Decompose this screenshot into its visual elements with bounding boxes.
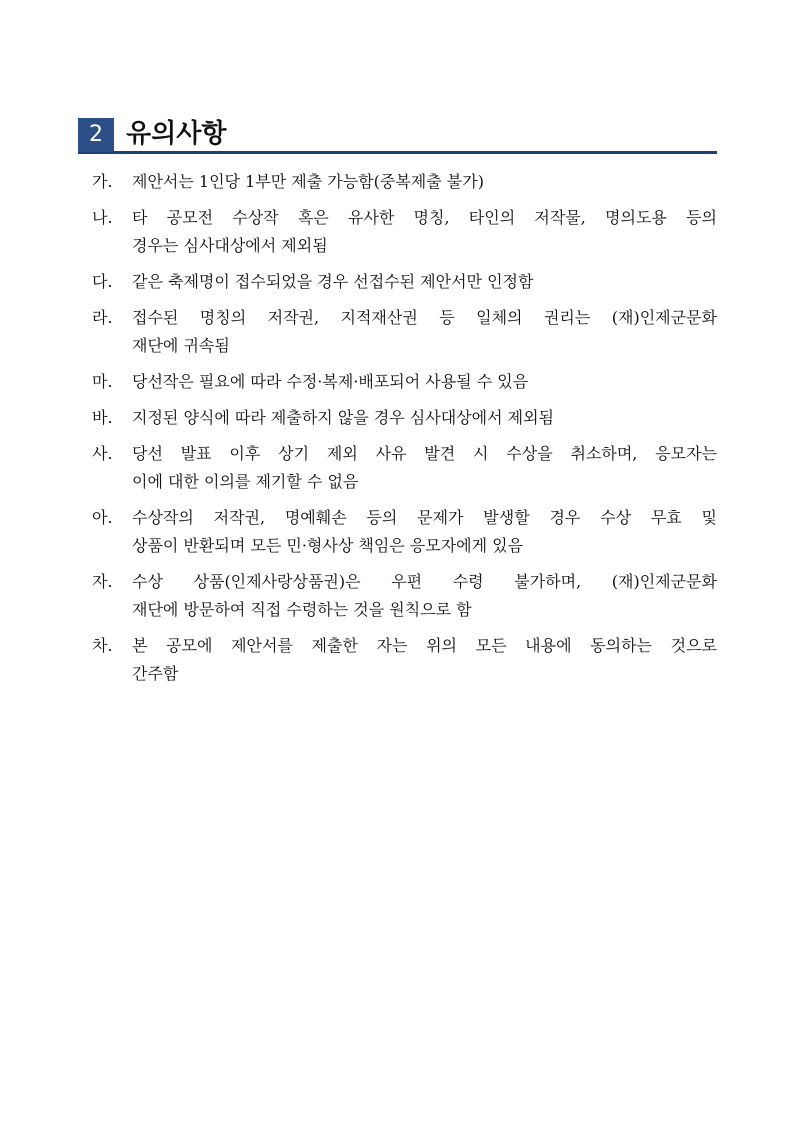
notice-item-marker: 라. xyxy=(92,308,113,327)
section-header xyxy=(78,116,717,154)
notice-item-marker: 사. xyxy=(92,444,113,463)
section-number-badge: 2 xyxy=(78,118,114,152)
notice-item xyxy=(92,440,717,496)
notice-item xyxy=(92,268,717,296)
notice-item-text xyxy=(132,204,717,260)
notice-item-marker: 차. xyxy=(92,636,113,655)
notice-item xyxy=(92,168,717,196)
notice-item xyxy=(92,368,717,396)
notice-item-line: 접수된 명칭의 저작권, 지적재산권 등 일체의 권리는 (재)인제군문화 xyxy=(132,308,717,327)
notice-item-marker: 아. xyxy=(92,508,113,527)
notice-item-line: 재단에 방문하여 직접 수령하는 것을 원칙으로 함 xyxy=(132,600,472,619)
notice-item-marker: 마. xyxy=(92,372,113,391)
notice-item-text xyxy=(132,304,717,360)
notice-item-text xyxy=(132,568,717,624)
notice-item-marker: 바. xyxy=(92,408,113,427)
notice-item-line: 간주함 xyxy=(132,664,179,683)
notice-item-marker: 다. xyxy=(92,272,113,291)
notice-item-text xyxy=(132,632,717,688)
notice-item-text xyxy=(132,504,717,560)
notice-item-line: 재단에 귀속됨 xyxy=(132,336,230,355)
notice-item xyxy=(92,204,717,260)
notice-item-line: 제안서는 1인당 1부만 제출 가능함(중복제출 불가) xyxy=(132,172,484,191)
notice-item-marker: 자. xyxy=(92,572,113,591)
notice-item-marker: 가. xyxy=(92,172,113,191)
notice-item-line: 타 공모전 수상작 혹은 유사한 명칭, 타인의 저작물, 명의도용 등의 xyxy=(132,208,717,227)
section-title: 유의사항 xyxy=(126,119,227,149)
notice-item xyxy=(92,504,717,560)
notice-item xyxy=(92,568,717,624)
notice-item-text xyxy=(132,268,717,296)
notice-item-marker: 나. xyxy=(92,208,113,227)
notice-item-text xyxy=(132,404,717,432)
notice-item xyxy=(92,632,717,688)
notice-item xyxy=(92,404,717,432)
notice-item-text xyxy=(132,168,717,196)
notice-item-line: 당선작은 필요에 따라 수정·복제·배포되어 사용될 수 있음 xyxy=(132,372,529,391)
notice-item-line: 경우는 심사대상에서 제외됨 xyxy=(132,236,328,255)
notice-item-line: 상품이 반환되며 모든 민·형사상 책임은 응모자에게 있음 xyxy=(132,536,524,555)
notice-item xyxy=(92,304,717,360)
notice-item-line: 수상작의 저작권, 명예훼손 등의 문제가 발생할 경우 수상 무효 및 xyxy=(132,508,717,527)
notice-item-text xyxy=(132,368,717,396)
notice-item-text xyxy=(132,440,717,496)
notice-item-line: 수상 상품(인제사랑상품권)은 우편 수령 불가하며, (재)인제군문화 xyxy=(132,572,717,591)
notice-item-line: 지정된 양식에 따라 제출하지 않을 경우 심사대상에서 제외됨 xyxy=(132,408,555,427)
notice-list xyxy=(92,168,717,696)
notice-item-line: 같은 축제명이 접수되었을 경우 선접수된 제안서만 인정함 xyxy=(132,272,534,291)
notice-item-line: 당선 발표 이후 상기 제외 사유 발견 시 수상을 취소하며, 응모자는 xyxy=(132,444,717,463)
notice-item-line: 이에 대한 이의를 제기할 수 없음 xyxy=(132,472,359,491)
notice-item-line: 본 공모에 제안서를 제출한 자는 위의 모든 내용에 동의하는 것으로 xyxy=(132,636,717,655)
